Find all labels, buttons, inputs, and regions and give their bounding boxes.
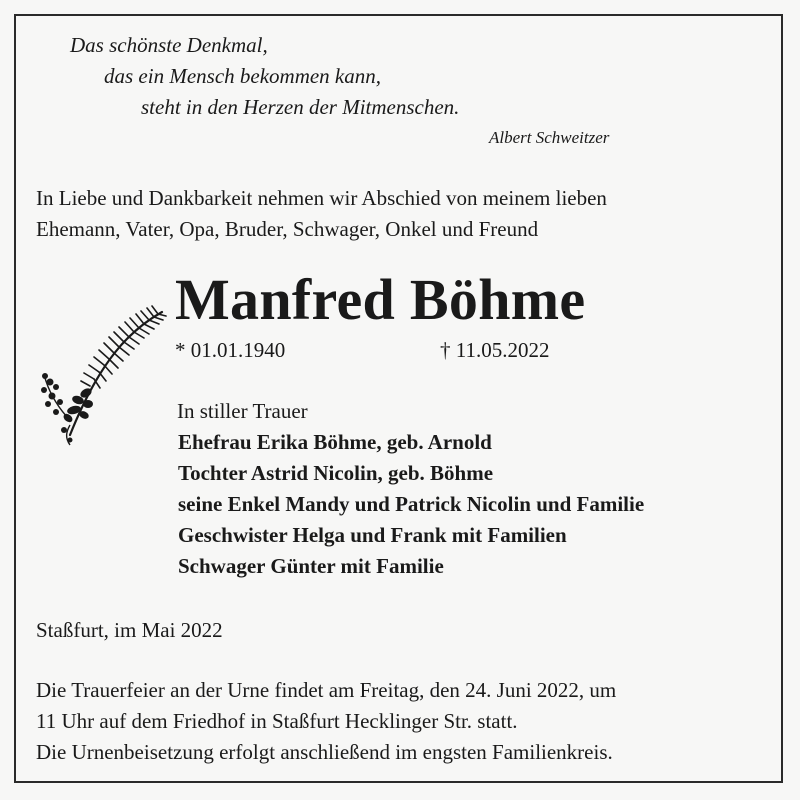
quote-line-3: steht in den Herzen der Mitmenschen.: [141, 95, 460, 119]
quote-line-1: Das schönste Denkmal,: [70, 33, 268, 57]
death-date: † 11.05.2022: [440, 338, 550, 362]
deceased-name: Manfred Böhme: [175, 267, 586, 332]
place-date: Staßfurt, im Mai 2022: [36, 618, 223, 642]
intro-line-1: In Liebe und Dankbarkeit nehmen wir Abschied von meinem lieben: [36, 186, 607, 210]
funeral-info-line-3: Die Urnenbeisetzung erfolgt anschließend im engsten Familienkreis.: [36, 740, 613, 764]
funeral-info-line-1: Die Trauerfeier an der Urne findet am Freitag, den 24. Juni 2022, um: [36, 678, 617, 702]
mourner-line: Schwager Günter mit Familie: [178, 554, 444, 578]
intro-line-2: Ehemann, Vater, Opa, Bruder, Schwager, Onkel und Freund: [36, 217, 539, 241]
birth-date: * 01.01.1940: [175, 338, 286, 362]
mourner-line: Geschwister Helga und Frank mit Familien: [178, 523, 567, 547]
mourner-line: Ehefrau Erika Böhme, geb. Arnold: [178, 430, 492, 454]
quote-line-2: das ein Mensch bekommen kann,: [104, 64, 381, 88]
mourner-line: Tochter Astrid Nicolin, geb. Böhme: [178, 461, 494, 485]
mourners-intro: In stiller Trauer: [177, 399, 308, 423]
palm-branch-icon: [30, 300, 170, 450]
quote-author: Albert Schweitzer: [489, 128, 610, 147]
funeral-info-line-2: 11 Uhr auf dem Friedhof in Staßfurt Hecklinger Str. statt.: [36, 709, 518, 733]
mourner-line: seine Enkel Mandy und Patrick Nicolin und Familie: [178, 492, 645, 516]
